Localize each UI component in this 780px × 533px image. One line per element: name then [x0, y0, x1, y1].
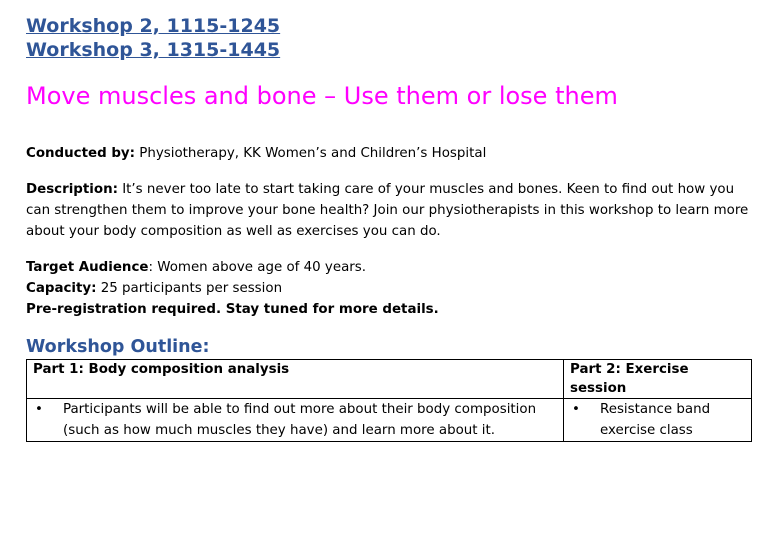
target-audience-value: : Women above age of 40 years. [148, 260, 367, 275]
part-2-header: Part 2: Exercise session [564, 360, 752, 399]
part-1-header: Part 1: Body composition analysis [27, 360, 564, 399]
conducted-by-label: Conducted by: [26, 146, 136, 161]
part-2-cell [564, 399, 752, 442]
part-2-item-text: Resistance band exercise class [600, 402, 711, 438]
description-text: It’s never too late to start taking care of your muscles and bones. Keen to find out how you can strengthen them to improve your bone health? Join our physiotherapists in this workshop to learn more about your body composition as well as exercises you can do. [26, 182, 749, 239]
registration-note: Pre-registration required. Stay tuned for more details. [26, 302, 439, 317]
bullet-icon: • [35, 402, 43, 417]
capacity-label: Capacity: [26, 281, 97, 296]
workshop-2-heading: Workshop 2, 1115-1245 [26, 15, 281, 37]
conducted-by-value: Physiotherapy, KK Women’s and Children’s Hospital [135, 146, 487, 161]
table-header-row [27, 360, 752, 399]
bullet-icon: • [572, 402, 580, 417]
description [26, 179, 756, 242]
page-title: Move muscles and bone – Use them or lose them [26, 82, 618, 110]
part-1-cell [27, 399, 564, 442]
workshop-3-heading: Workshop 3, 1315-1445 [26, 39, 281, 61]
table-row [27, 399, 752, 442]
document-page [26, 14, 756, 442]
target-audience [26, 257, 756, 278]
target-audience-label: Target Audience [26, 260, 149, 275]
workshop-outline-table [26, 359, 752, 442]
part-1-item-text: Participants will be able to find out more about their body composition (such as how much muscles they have) and learn more about it. [63, 402, 537, 438]
list-item [33, 399, 557, 441]
description-label: Description: [26, 182, 118, 197]
capacity [26, 278, 756, 299]
capacity-value: 25 participants per session [96, 281, 283, 296]
list-item [570, 399, 745, 441]
workshop-outline-heading: Workshop Outline: [26, 337, 210, 357]
conducted-by [26, 143, 756, 164]
